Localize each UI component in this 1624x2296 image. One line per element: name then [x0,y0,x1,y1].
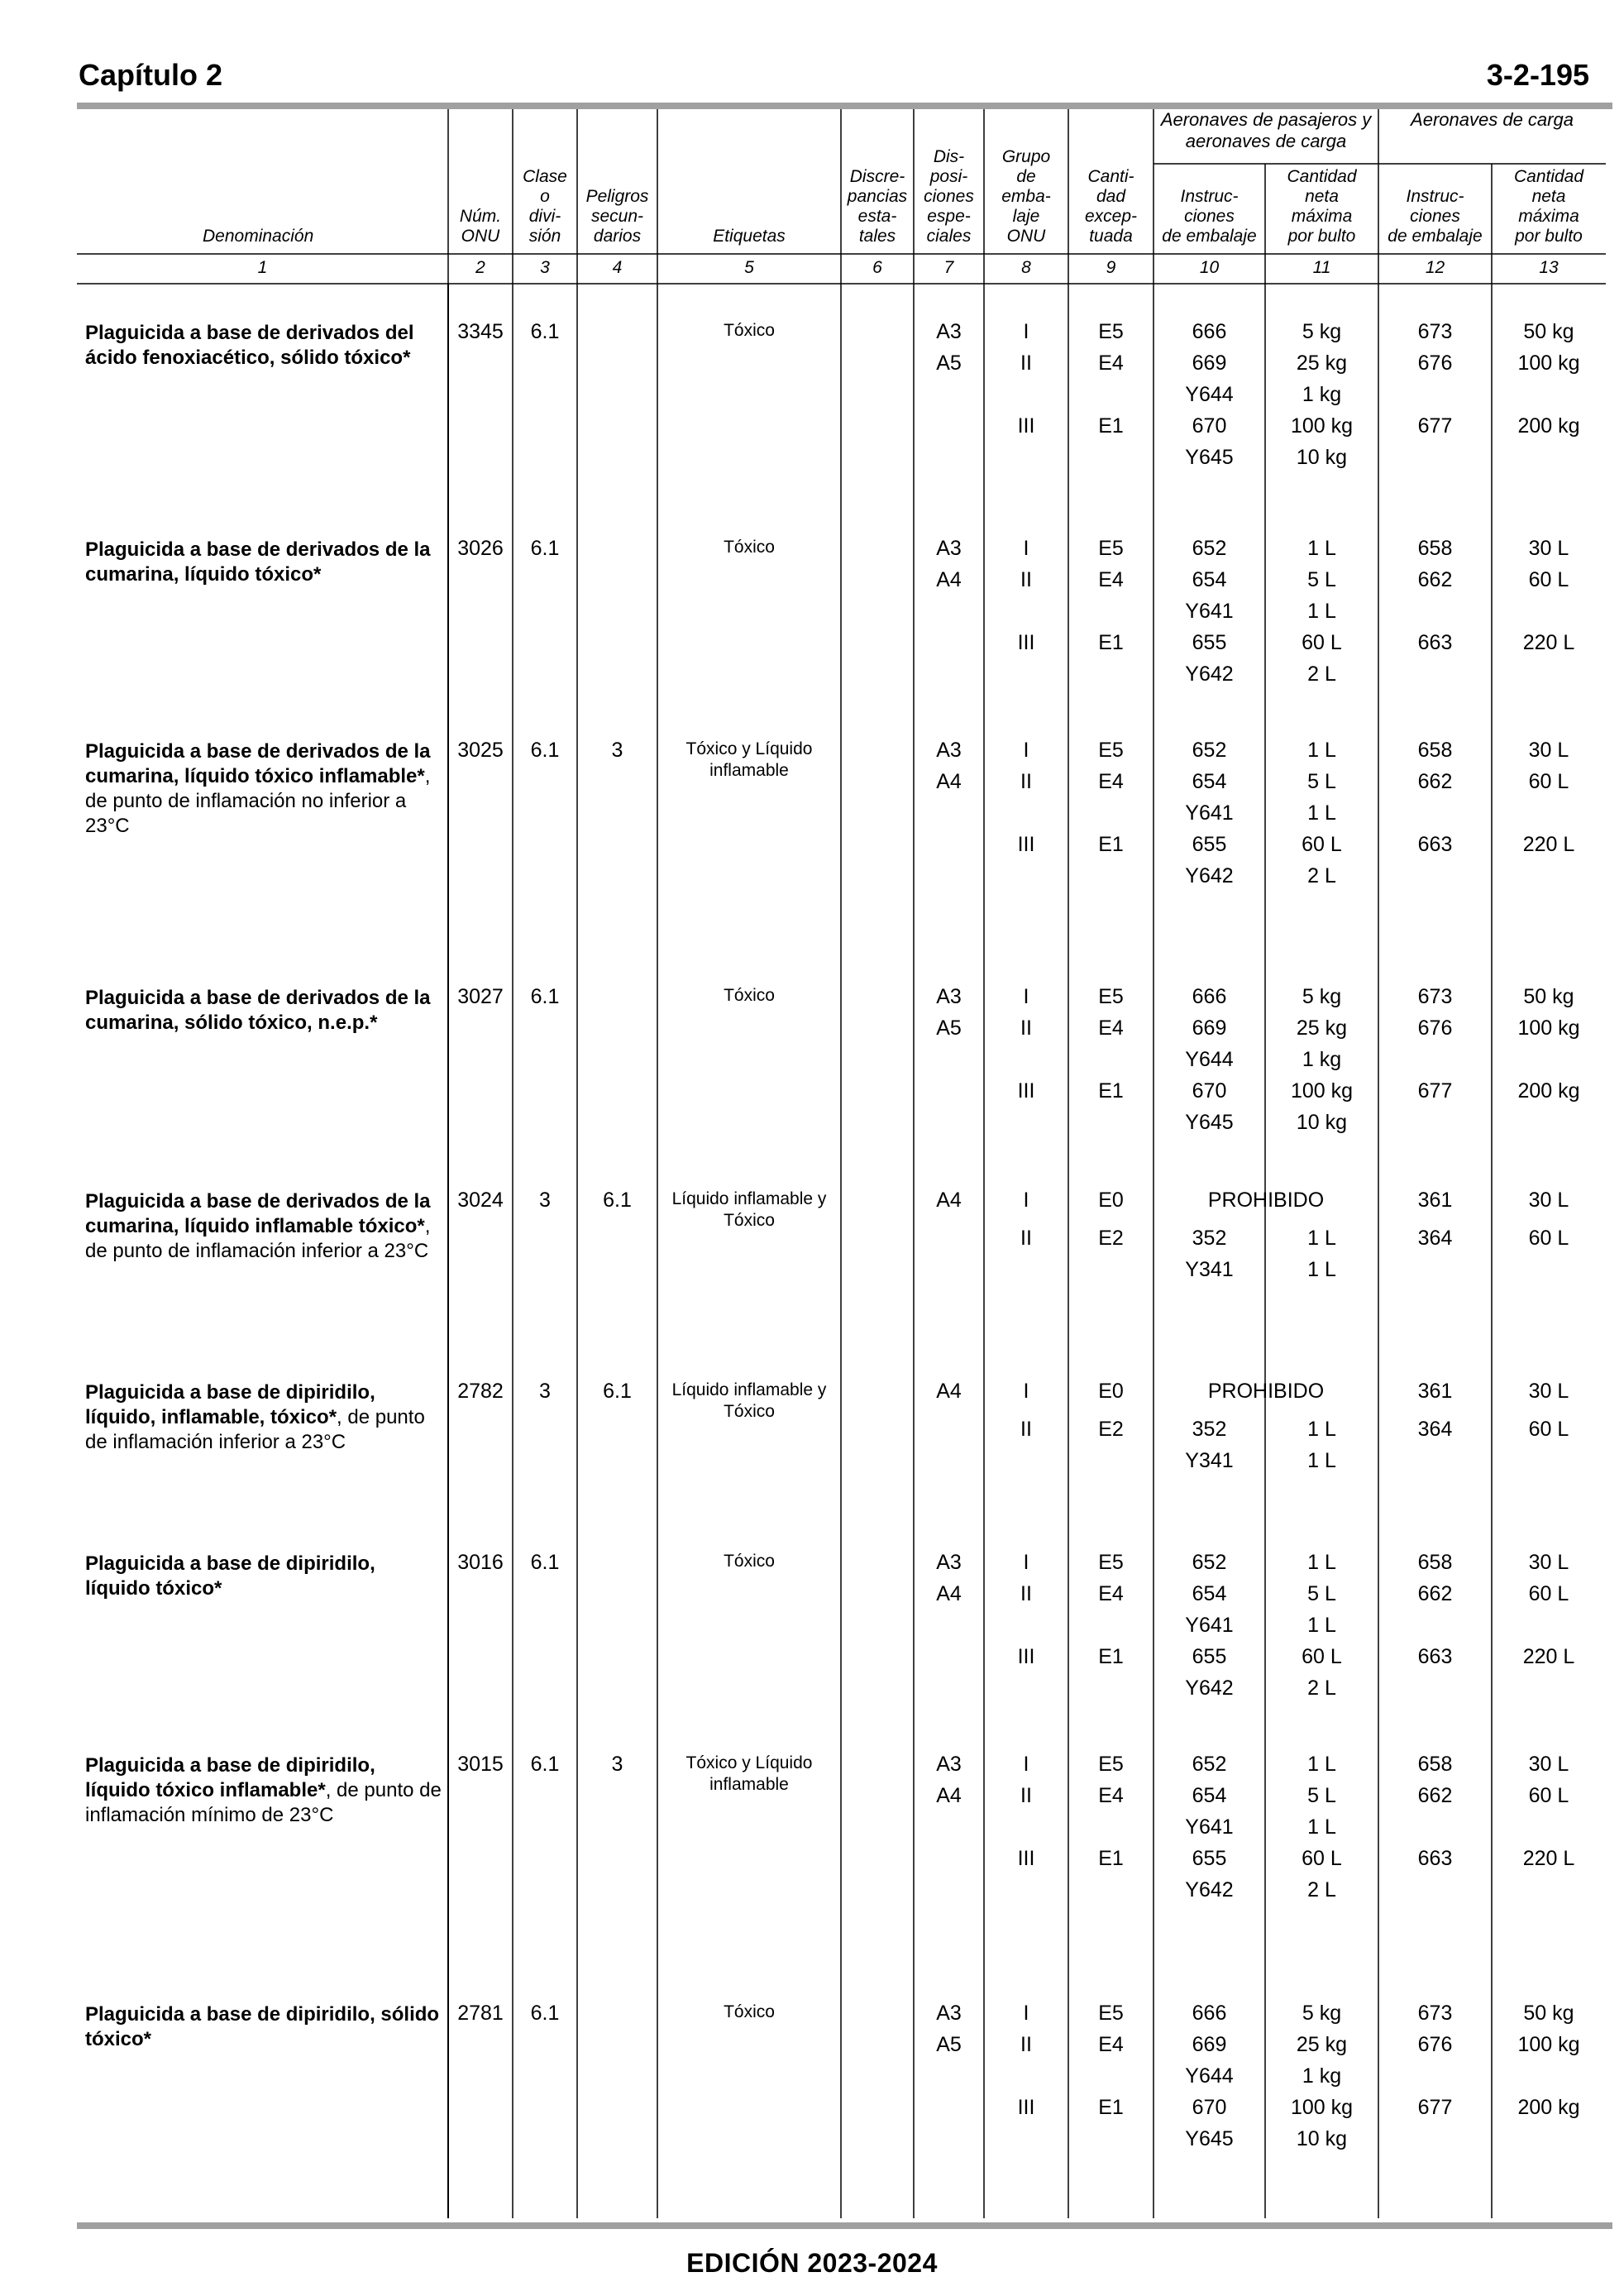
column-header-10: Instruc- ciones de embalaje [1162,187,1257,246]
passenger-max-quantity: 2 L [1307,864,1336,887]
excepted-quantity: E4 [1098,352,1124,375]
passenger-packing-instruction: 652 [1192,1753,1227,1776]
passenger-packing-instruction: 655 [1192,1847,1227,1870]
passenger-packing-instruction: 655 [1192,833,1227,856]
subsidiary-hazard: 6.1 [603,1189,632,1212]
cargo-packing-instruction: 361 [1417,1380,1453,1403]
cargo-packing-instruction: 677 [1417,2096,1453,2119]
passenger-packing-instruction: 670 [1192,2096,1227,2119]
substance-name [85,1380,442,1455]
cargo-max-quantity: 30 L [1528,739,1569,762]
passenger-max-quantity: 60 L [1302,1847,1342,1870]
un-number: 3016 [457,1551,504,1574]
packing-group: I [1023,1380,1029,1403]
column-header-8: Grupo de emba- laje ONU [1001,147,1051,246]
substance-name [85,321,442,371]
special-provision: A3 [936,537,962,560]
passenger-max-quantity: 10 kg [1296,1111,1348,1134]
passenger-packing-instruction: Y645 [1185,1111,1234,1134]
packing-group: II [1020,1016,1032,1040]
excepted-quantity: E2 [1098,1418,1124,1441]
passenger-max-quantity: 100 kg [1290,2096,1354,2119]
passenger-packing-instruction: Y642 [1185,1677,1234,1700]
cargo-packing-instruction: 677 [1417,1079,1453,1103]
excepted-quantity: E1 [1098,2096,1124,2119]
hazard-labels: Líquido inflamable y Tóxico [671,1189,827,1230]
special-provision: A3 [936,985,962,1008]
passenger-packing-instruction: 666 [1192,320,1227,343]
packing-group: II [1020,770,1032,793]
packing-group: II [1020,1582,1032,1605]
packing-group: II [1020,352,1032,375]
passenger-packing-instruction: 652 [1192,537,1227,560]
passenger-packing-instruction: Y642 [1185,1878,1234,1901]
passenger-packing-instruction: 654 [1192,1582,1227,1605]
class-division: 3 [539,1380,551,1403]
column-number-12: 12 [1425,258,1445,277]
column-number-6: 6 [872,258,882,277]
cargo-packing-instruction: 662 [1417,568,1453,591]
passenger-max-quantity: 1 L [1307,801,1336,825]
column-number-3: 3 [540,258,550,277]
special-provision: A3 [936,1551,962,1574]
passenger-packing-instruction: 670 [1192,1079,1227,1103]
hazard-labels: Tóxico y Líquido inflamable [685,1753,813,1794]
cargo-packing-instruction: 662 [1417,770,1453,793]
excepted-quantity: E4 [1098,568,1124,591]
cargo-max-quantity: 100 kg [1517,2033,1580,2056]
excepted-quantity: E4 [1098,2033,1124,2056]
cargo-max-quantity: 50 kg [1523,2002,1574,2025]
cargo-max-quantity: 30 L [1528,1551,1569,1574]
special-provision: A5 [936,2033,962,2056]
passenger-max-quantity: 5 L [1307,770,1336,793]
class-division: 6.1 [530,1753,560,1776]
packing-group: I [1023,1753,1029,1776]
passenger-packing-instruction: 666 [1192,2002,1227,2025]
passenger-max-quantity: 1 L [1307,1551,1336,1574]
cargo-max-quantity: 220 L [1522,1847,1575,1870]
special-provision: A5 [936,352,962,375]
column-header-9: Canti- dad excep- tuada [1084,167,1138,246]
cargo-max-quantity: 30 L [1528,537,1569,560]
page-number: 3-2-195 [1486,58,1589,92]
cargo-packing-instruction: 663 [1417,1847,1453,1870]
passenger-packing-instruction: Y644 [1185,2064,1234,2088]
class-division: 6.1 [530,320,560,343]
un-number: 3026 [457,537,504,560]
column-header-13: Cantidad neta máxima por bulto [1513,167,1584,246]
class-division: 3 [539,1189,551,1212]
group-header-cargo: Aeronaves de carga [1411,109,1574,130]
cargo-max-quantity: 200 kg [1517,414,1580,438]
substance-name-bold: Plaguicida a base de dipiridilo, líquido tóxico inflamable* [85,1754,375,1801]
passenger-max-quantity: 10 kg [1296,2127,1348,2150]
passenger-packing-instruction: 666 [1192,985,1227,1008]
excepted-quantity: E5 [1098,1551,1124,1574]
un-number: 3027 [457,985,504,1008]
packing-group: II [1020,2033,1032,2056]
passenger-max-quantity: 5 L [1307,1582,1336,1605]
passenger-max-quantity: 60 L [1302,833,1342,856]
special-provision: A3 [936,739,962,762]
passenger-max-quantity: 5 kg [1302,320,1342,343]
excepted-quantity: E1 [1098,1079,1124,1103]
cargo-packing-instruction: 361 [1417,1189,1453,1212]
passenger-packing-instruction: Y341 [1185,1258,1234,1281]
substance-name-bold: Plaguicida a base de derivados del ácido fenoxiacético, sólido tóxico* [85,322,414,369]
substance-name [85,1753,442,1828]
cargo-max-quantity: 220 L [1522,833,1575,856]
passenger-max-quantity: 2 L [1307,1677,1336,1700]
hazard-labels: Tóxico [724,1552,775,1571]
cargo-max-quantity: 60 L [1528,1227,1569,1250]
passenger-packing-instruction: Y644 [1185,1048,1234,1071]
packing-group: I [1023,985,1029,1008]
column-header-1: Denominación [203,227,314,246]
cargo-packing-instruction: 662 [1417,1582,1453,1605]
packing-group: III [1017,1079,1035,1103]
substance-name [85,739,442,839]
passenger-packing-instruction: 655 [1192,631,1227,654]
excepted-quantity: E1 [1098,414,1124,438]
special-provision: A3 [936,2002,962,2025]
passenger-packing-instruction: Y341 [1185,1449,1234,1472]
substance-name-detail: , de punto de inflamación inferior a 23°C [85,1215,431,1262]
cargo-packing-instruction: 658 [1417,739,1453,762]
cargo-max-quantity: 100 kg [1517,352,1580,375]
passenger-packing-instruction: Y641 [1185,1815,1234,1839]
cargo-packing-instruction: 673 [1417,2002,1453,2025]
substance-name-detail: , de punto de inflamación no inferior a 23°C [85,765,431,837]
class-division: 6.1 [530,739,560,762]
passenger-max-quantity: 1 L [1307,1815,1336,1839]
excepted-quantity: E1 [1098,1847,1124,1870]
passenger-max-quantity: 1 kg [1302,2064,1342,2088]
passenger-packing-instruction: Y642 [1185,662,1234,686]
column-header-6: Discre- pancias esta- tales [847,167,908,246]
class-division: 6.1 [530,537,560,560]
packing-group: I [1023,1551,1029,1574]
excepted-quantity: E1 [1098,1645,1124,1668]
column-number-5: 5 [744,258,754,277]
packing-group: II [1020,1784,1032,1807]
cargo-packing-instruction: 673 [1417,320,1453,343]
packing-group: I [1023,320,1029,343]
packing-group: I [1023,739,1029,762]
cargo-packing-instruction: 676 [1417,352,1453,375]
chapter-title: Capítulo 2 [79,58,223,92]
class-division: 6.1 [530,2002,560,2025]
passenger-max-quantity: 5 kg [1302,985,1342,1008]
edition-footer: EDICIÓN 2023-2024 [686,2248,938,2278]
excepted-quantity: E1 [1098,631,1124,654]
passenger-max-quantity: 25 kg [1296,1016,1348,1040]
passenger-packing-instruction: Y641 [1185,1614,1234,1637]
packing-group: III [1017,414,1035,438]
cargo-max-quantity: 60 L [1528,1418,1569,1441]
passenger-max-quantity: 1 L [1307,1258,1336,1281]
special-provision: A4 [936,1784,962,1807]
substance-name-bold: Plaguicida a base de derivados de la cumarina, líquido tóxico* [85,538,431,586]
excepted-quantity: E5 [1098,1753,1124,1776]
passenger-max-quantity: 1 L [1307,739,1336,762]
passenger-packing-instruction: Y641 [1185,801,1234,825]
passenger-max-quantity: 2 L [1307,662,1336,686]
passenger-max-quantity: 1 kg [1302,383,1342,406]
passenger-max-quantity: 60 L [1302,631,1342,654]
special-provision: A3 [936,320,962,343]
hazard-labels: Tóxico [724,538,775,557]
un-number: 3345 [457,320,504,343]
passenger-packing-instruction: 669 [1192,1016,1227,1040]
passenger-max-quantity: 60 L [1302,1645,1342,1668]
substance-name [85,2002,442,2052]
passenger-packing-instruction: 652 [1192,739,1227,762]
group-header-passenger: Aeronaves de pasajeros y aeronaves de carga [1160,109,1372,151]
hazard-labels: Líquido inflamable y Tóxico [671,1380,827,1421]
cargo-max-quantity: 60 L [1528,1582,1569,1605]
substance-name-bold: Plaguicida a base de derivados de la cumarina, líquido tóxico inflamable* [85,740,431,787]
passenger-max-quantity: 1 L [1307,1418,1336,1441]
cargo-max-quantity: 30 L [1528,1189,1569,1212]
passenger-packing-instruction: 669 [1192,2033,1227,2056]
cargo-packing-instruction: 676 [1417,1016,1453,1040]
passenger-max-quantity: 25 kg [1296,2033,1348,2056]
substance-name-detail: , de punto de inflamación inferior a 23°C [85,1406,425,1453]
cargo-packing-instruction: 662 [1417,1784,1453,1807]
column-header-12: Instruc- ciones de embalaje [1388,187,1483,246]
cargo-max-quantity: 60 L [1528,1784,1569,1807]
packing-group: I [1023,2002,1029,2025]
prohibited-label: PROHIBIDO [1207,1380,1325,1403]
passenger-max-quantity: 5 L [1307,1784,1336,1807]
cargo-packing-instruction: 673 [1417,985,1453,1008]
column-header-7: Dis- posi- ciones espe- ciales [924,147,974,246]
column-header-4: Peligros secun- darios [585,187,649,246]
column-header-3: Clase o divi- sión [523,167,567,246]
cargo-max-quantity: 220 L [1522,631,1575,654]
column-header-11: Cantidad neta máxima por bulto [1287,167,1357,246]
excepted-quantity: E5 [1098,739,1124,762]
un-number: 2782 [457,1380,504,1403]
passenger-max-quantity: 1 L [1307,1449,1336,1472]
class-division: 6.1 [530,1551,560,1574]
special-provision: A4 [936,770,962,793]
excepted-quantity: E4 [1098,1016,1124,1040]
passenger-packing-instruction: Y645 [1185,2127,1234,2150]
subsidiary-hazard: 6.1 [603,1380,632,1403]
passenger-packing-instruction: Y645 [1185,446,1234,469]
excepted-quantity: E0 [1098,1189,1124,1212]
packing-group: II [1020,1418,1032,1441]
passenger-packing-instruction: 652 [1192,1551,1227,1574]
passenger-max-quantity: 100 kg [1290,414,1354,438]
packing-group: II [1020,1227,1032,1250]
cargo-max-quantity: 60 L [1528,770,1569,793]
packing-group: III [1017,2096,1035,2119]
class-division: 6.1 [530,985,560,1008]
substance-name-detail: , de punto de inflamación mínimo de 23°C [85,1779,442,1826]
cargo-packing-instruction: 663 [1417,631,1453,654]
packing-group: III [1017,833,1035,856]
substance-name-bold: Plaguicida a base de derivados de la cumarina, sólido tóxico, n.e.p.* [85,987,431,1034]
excepted-quantity: E2 [1098,1227,1124,1250]
cargo-max-quantity: 50 kg [1523,985,1574,1008]
cargo-max-quantity: 50 kg [1523,320,1574,343]
passenger-max-quantity: 1 L [1307,1753,1336,1776]
un-number: 3024 [457,1189,504,1212]
substance-name [85,1189,442,1264]
cargo-packing-instruction: 676 [1417,2033,1453,2056]
un-number: 2781 [457,2002,504,2025]
passenger-packing-instruction: 670 [1192,414,1227,438]
hazard-labels: Tóxico [724,2002,775,2021]
passenger-max-quantity: 2 L [1307,1878,1336,1901]
packing-group: II [1020,568,1032,591]
column-number-2: 2 [475,258,485,277]
passenger-packing-instruction: Y642 [1185,864,1234,887]
passenger-max-quantity: 10 kg [1296,446,1348,469]
passenger-max-quantity: 1 kg [1302,1048,1342,1071]
cargo-packing-instruction: 663 [1417,1645,1453,1668]
special-provision: A3 [936,1753,962,1776]
prohibited-label: PROHIBIDO [1207,1189,1325,1212]
passenger-packing-instruction: Y644 [1185,383,1234,406]
excepted-quantity: E5 [1098,2002,1124,2025]
hazard-labels: Tóxico y Líquido inflamable [685,739,813,780]
cargo-max-quantity: 200 kg [1517,1079,1580,1103]
excepted-quantity: E0 [1098,1380,1124,1403]
cargo-max-quantity: 220 L [1522,1645,1575,1668]
excepted-quantity: E4 [1098,1784,1124,1807]
column-number-1: 1 [257,258,268,277]
passenger-max-quantity: 25 kg [1296,352,1348,375]
excepted-quantity: E1 [1098,833,1124,856]
packing-group: III [1017,1645,1035,1668]
substance-name [85,1552,442,1601]
substance-name-bold: Plaguicida a base de dipiridilo, líquido, inflamable, tóxico* [85,1381,375,1428]
hazard-labels: Tóxico [724,986,775,1005]
excepted-quantity: E5 [1098,537,1124,560]
cargo-packing-instruction: 663 [1417,833,1453,856]
passenger-max-quantity: 1 L [1307,1614,1336,1637]
substance-name [85,538,442,587]
passenger-packing-instruction: 654 [1192,568,1227,591]
subsidiary-hazard: 3 [611,739,623,762]
hazard-labels: Tóxico [724,321,775,340]
column-header-2: Núm. ONU [459,207,502,246]
passenger-max-quantity: 5 L [1307,568,1336,591]
cargo-packing-instruction: 364 [1417,1227,1453,1250]
cargo-max-quantity: 100 kg [1517,1016,1580,1040]
passenger-max-quantity: 1 L [1307,537,1336,560]
special-provision: A4 [936,568,962,591]
cargo-max-quantity: 30 L [1528,1753,1569,1776]
passenger-packing-instruction: 655 [1192,1645,1227,1668]
passenger-packing-instruction: 352 [1192,1418,1227,1441]
special-provision: A4 [936,1189,962,1212]
cargo-packing-instruction: 677 [1417,414,1453,438]
column-number-8: 8 [1021,258,1031,277]
substance-name-bold: Plaguicida a base de derivados de la cumarina, líquido inflamable tóxico* [85,1190,431,1237]
column-number-4: 4 [612,258,623,277]
column-number-11: 11 [1312,258,1331,277]
packing-group: III [1017,1847,1035,1870]
column-number-7: 7 [943,258,954,277]
un-number: 3025 [457,739,504,762]
passenger-max-quantity: 1 L [1307,600,1336,623]
cargo-max-quantity: 200 kg [1517,2096,1580,2119]
excepted-quantity: E4 [1098,1582,1124,1605]
column-number-10: 10 [1199,258,1220,277]
passenger-max-quantity: 5 kg [1302,2002,1342,2025]
column-number-9: 9 [1106,258,1116,277]
cargo-max-quantity: 30 L [1528,1380,1569,1403]
passenger-packing-instruction: 654 [1192,1784,1227,1807]
substance-name-bold: Plaguicida a base de dipiridilo, líquido tóxico* [85,1552,375,1600]
cargo-packing-instruction: 364 [1417,1418,1453,1441]
passenger-packing-instruction: 352 [1192,1227,1227,1250]
special-provision: A5 [936,1016,962,1040]
passenger-max-quantity: 100 kg [1290,1079,1354,1103]
cargo-packing-instruction: 658 [1417,1551,1453,1574]
excepted-quantity: E5 [1098,320,1124,343]
substance-name [85,986,442,1036]
packing-group: I [1023,537,1029,560]
cargo-packing-instruction: 658 [1417,537,1453,560]
special-provision: A4 [936,1380,962,1403]
special-provision: A4 [936,1582,962,1605]
packing-group: I [1023,1189,1029,1212]
cargo-packing-instruction: 658 [1417,1753,1453,1776]
un-number: 3015 [457,1753,504,1776]
bottom-rule [77,2222,1612,2229]
column-header-5: Etiquetas [713,227,786,246]
excepted-quantity: E5 [1098,985,1124,1008]
passenger-max-quantity: 1 L [1307,1227,1336,1250]
passenger-packing-instruction: 654 [1192,770,1227,793]
packing-group: III [1017,631,1035,654]
excepted-quantity: E4 [1098,770,1124,793]
cargo-max-quantity: 60 L [1528,568,1569,591]
substance-name-bold: Plaguicida a base de dipiridilo, sólido tóxico* [85,2003,440,2050]
passenger-packing-instruction: Y641 [1185,600,1234,623]
passenger-packing-instruction: 669 [1192,352,1227,375]
column-number-13: 13 [1539,258,1559,277]
subsidiary-hazard: 3 [611,1753,623,1776]
